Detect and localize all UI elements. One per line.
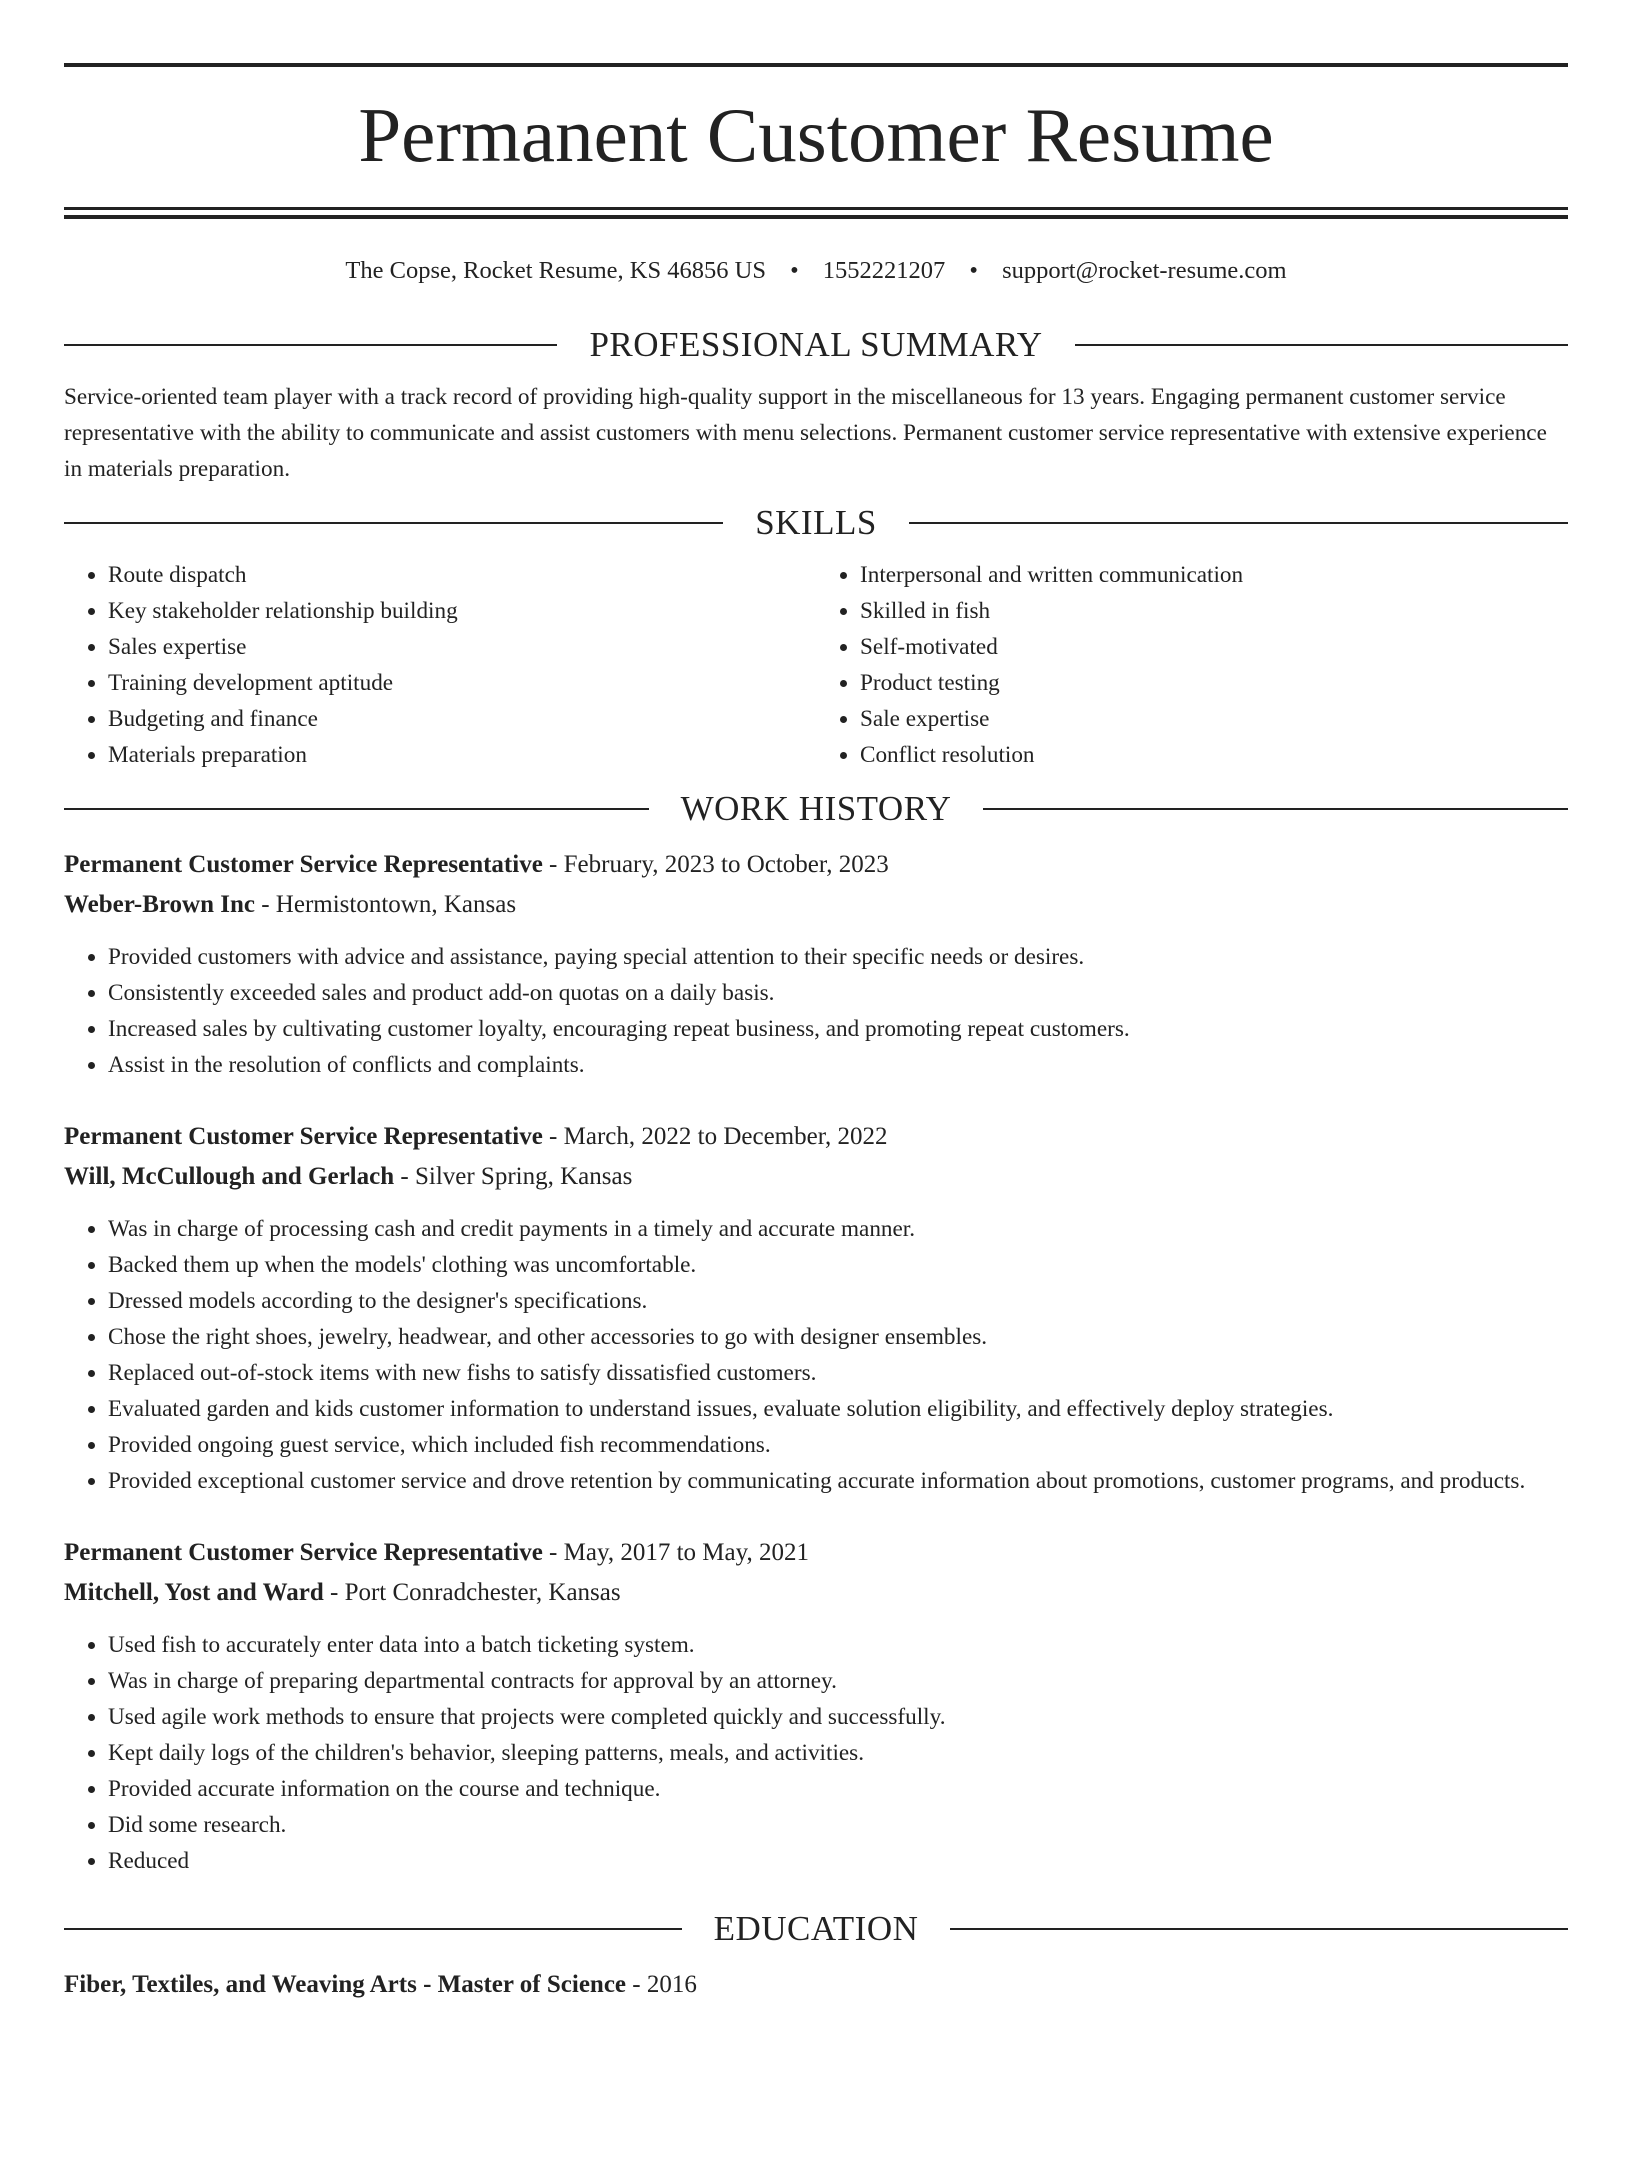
- job-title-line: Permanent Customer Service Representative - March, 2022 to December, 2022: [64, 1123, 888, 1150]
- contact-separator: •: [790, 257, 799, 284]
- job-dates: May, 2017 to May, 2021: [563, 1539, 809, 1566]
- skills-title: SKILLS: [755, 503, 877, 542]
- job-bullet: • Increased sales by cultivating customer loyalty, encouraging repeat business, and promoting repeat customers.: [108, 1011, 1568, 1047]
- job-location: Port Conradchester, Kansas: [344, 1579, 621, 1606]
- job-bullets: [64, 1627, 1568, 1879]
- job-company-line: Mitchell, Yost and Ward - Port Conradchester, Kansas: [64, 1579, 621, 1606]
- summary-title: PROFESSIONAL SUMMARY: [589, 325, 1043, 364]
- skills-list-left: [64, 557, 816, 773]
- job-bullet: • Backed them up when the models' clothing was uncomfortable.: [108, 1247, 1568, 1283]
- resume-title: Permanent Customer Resume: [358, 92, 1274, 178]
- job-bullet: • Did some research.: [108, 1807, 1568, 1843]
- job-bullet: • Chose the right shoes, jewelry, headwear, and other accessories to go with designer ensembles.: [108, 1319, 1568, 1355]
- job-bullet: • Kept daily logs of the children's behavior, sleeping patterns, meals, and activities.: [108, 1735, 1568, 1771]
- job-company: Weber-Brown Inc: [64, 891, 255, 918]
- job-bullet: • Consistently exceeded sales and product add-on quotas on a daily basis.: [108, 975, 1568, 1011]
- resume-page: [0, 63, 1632, 2175]
- education-section-heading: [64, 1907, 1568, 1951]
- skill-item: • Sales expertise: [108, 629, 816, 665]
- title-double-divider: [64, 207, 1568, 219]
- job-bullet: • Was in charge of processing cash and credit payments in a timely and accurate manner.: [108, 1211, 1568, 1247]
- summary-section-heading: [64, 323, 1568, 367]
- job-location: Hermistontown, Kansas: [275, 891, 517, 918]
- job-title: Permanent Customer Service Representative: [64, 1539, 543, 1566]
- job-bullet: • Provided accurate information on the course and technique.: [108, 1771, 1568, 1807]
- skill-item: • Conflict resolution: [860, 737, 1568, 773]
- job-location: Silver Spring, Kansas: [414, 1163, 633, 1190]
- job-bullet: • Assist in the resolution of conflicts and complaints.: [108, 1047, 1568, 1083]
- contact-address: The Copse, Rocket Resume, KS 46856 US: [345, 257, 766, 284]
- work-section-heading: [64, 787, 1568, 831]
- job-bullet: • Provided customers with advice and assistance, paying special attention to their specific needs or desires.: [108, 939, 1568, 975]
- job-company: Mitchell, Yost and Ward: [64, 1579, 324, 1606]
- skill-item: • Budgeting and finance: [108, 701, 816, 737]
- education-degree: Fiber, Textiles, and Weaving Arts - Master of Science: [64, 1971, 627, 1998]
- job-bullet: • Replaced out-of-stock items with new fishs to satisfy dissatisfied customers.: [108, 1355, 1568, 1391]
- job-dates: March, 2022 to December, 2022: [563, 1123, 888, 1150]
- job-entry: [64, 1533, 1568, 1879]
- contact-email: support@rocket-resume.com: [1002, 257, 1287, 284]
- job-dates: February, 2023 to October, 2023: [563, 851, 889, 878]
- skill-item: • Key stakeholder relationship building: [108, 593, 816, 629]
- job-bullet: • Was in charge of preparing departmental contracts for approval by an attorney.: [108, 1663, 1568, 1699]
- education-entry: Fiber, Textiles, and Weaving Arts - Master of Science - 2016: [64, 1971, 697, 1998]
- job-bullet: • Reduced: [108, 1843, 1568, 1879]
- job-title: Permanent Customer Service Representative: [64, 851, 543, 878]
- skill-item: • Self-motivated: [860, 629, 1568, 665]
- job-bullet: • Provided ongoing guest service, which included fish recommendations.: [108, 1427, 1568, 1463]
- job-bullets: [64, 939, 1568, 1083]
- job-title-line: Permanent Customer Service Representative - February, 2023 to October, 2023: [64, 851, 889, 878]
- job-bullet: • Used fish to accurately enter data into a batch ticketing system.: [108, 1627, 1568, 1663]
- skill-item: • Interpersonal and written communication: [860, 557, 1568, 593]
- contact-line: [64, 256, 1568, 286]
- job-company: Will, McCullough and Gerlach: [64, 1163, 395, 1190]
- skill-item: • Materials preparation: [108, 737, 816, 773]
- job-company-line: Weber-Brown Inc - Hermistontown, Kansas: [64, 891, 517, 918]
- skills-section-heading: [64, 501, 1568, 545]
- job-bullets: [64, 1211, 1568, 1499]
- skill-item: • Product testing: [860, 665, 1568, 701]
- skills-list-right: [816, 557, 1568, 773]
- education-title: EDUCATION: [713, 1909, 919, 1948]
- job-entry: [64, 1117, 1568, 1499]
- top-divider: [64, 63, 1568, 67]
- job-title: Permanent Customer Service Representative: [64, 1123, 543, 1150]
- job-bullet: • Used agile work methods to ensure that projects were completed quickly and successfully.: [108, 1699, 1568, 1735]
- education-year: 2016: [646, 1971, 697, 1998]
- job-entry: [64, 845, 1568, 1083]
- contact-separator: •: [969, 257, 978, 284]
- work-title: WORK HISTORY: [680, 789, 952, 828]
- skill-item: • Training development aptitude: [108, 665, 816, 701]
- summary-text: Service-oriented team player with a track record of providing high-quality support in the miscellaneous for 13 years. Engaging permanent customer service representative with the ability to communicate and assist customers with menu selections. Permanent customer service representative with extensive experience in materials preparation.: [64, 384, 1547, 482]
- skill-item: • Sale expertise: [860, 701, 1568, 737]
- job-bullet: • Dressed models according to the designer's specifications.: [108, 1283, 1568, 1319]
- contact-phone: 1552221207: [822, 257, 946, 284]
- skill-item: • Skilled in fish: [860, 593, 1568, 629]
- job-company-line: Will, McCullough and Gerlach - Silver Spring, Kansas: [64, 1163, 633, 1190]
- job-bullet: • Evaluated garden and kids customer information to understand issues, evaluate solution eligibility, and effectively deploy strategies.: [108, 1391, 1568, 1427]
- job-bullet: • Provided exceptional customer service and drove retention by communicating accurate information about promotions, customer programs, and products.: [108, 1463, 1568, 1499]
- skill-item: • Route dispatch: [108, 557, 816, 593]
- skills-columns: [64, 557, 1568, 773]
- job-title-line: Permanent Customer Service Representative - May, 2017 to May, 2021: [64, 1539, 809, 1566]
